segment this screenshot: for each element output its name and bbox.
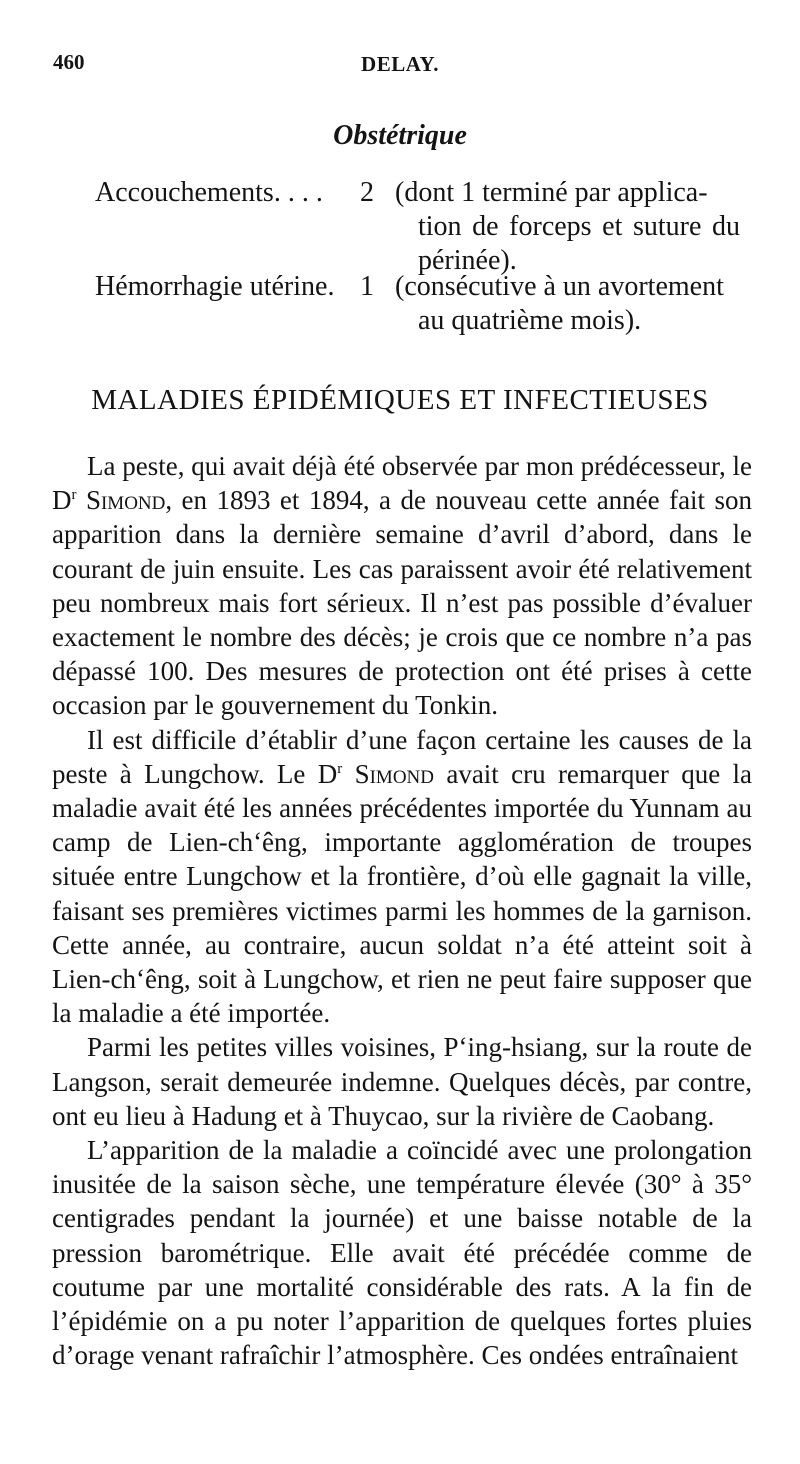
paragraph-climate: L’apparition de la maladie a coïncidé avec une prolongation inusitée de la saison sèche, une température élevée (30° à 35° centigrades pendant la journée) et une baisse notable de la pression barométrique. Elle avait été précédée comme de coutume par une mortalité considérable des rats. A la fin de l’épidémie on a pu noter l’apparition de quelques fortes pluies d’orage venant rafraîchir l’atmosphère. Ces ondées entraînaient — [52, 1135, 752, 1371]
entry-detail-first-line: (consécutive à un avortement — [395, 271, 724, 302]
paragraph-plague-intro — [52, 449, 752, 723]
paragraph-text: avait cru remarquer que la maladie avait été les années précédentes importée du Yunnam au camp de Lien-ch‘êng, importante agglomération de troupes située entre Lungchow et la frontière, d’où elle gagnait la ville, faisant ses premières victimes parmi les hommes de la garnison. Cette année, au contraire, aucun soldat n’a été atteint soit à Lien-ch‘êng, soit à Lungchow, et rien ne peut faire supposer que la maladie a été importée. — [52, 758, 753, 1029]
person-name: Simond — [354, 758, 434, 789]
entry-label: Accouchements. . . . — [95, 177, 323, 208]
paragraph-text: La peste, qui avait déjà été observée par mon prédécesseur, le D — [52, 451, 752, 516]
epidemic-diseases-heading: MALADIES ÉPIDÉMIQUES ET INFECTIEUSES — [91, 384, 709, 416]
entry-detail-continuation: au quatrième mois). — [418, 305, 642, 336]
page-number: 460 — [53, 50, 85, 74]
running-head-author: DELAY. — [361, 52, 439, 76]
doctor-abbrev-superscript: r — [337, 760, 343, 777]
entry-count: 1 — [360, 271, 374, 302]
entry-detail-continuation: tion de forceps et suture du périnée). — [418, 211, 740, 276]
entry-label: Hémorrhagie utérine. — [95, 271, 335, 302]
section-title: Obstétrique — [333, 120, 467, 151]
paragraph-text: Il est difficile d’établir d’une façon certaine les causes de la peste à Lungchow. Le D — [52, 724, 752, 789]
paragraph-text: , en 1893 et 1894, a de nouveau cette année fait son apparition dans la dernière semaine d’avril d’abord, dans le courant de juin ensuite. Les cas paraissent avoir été relativement peu nombreux mais fort sérieux. Il n’est pas possible d’évaluer exactement le nombre des décès; je crois que ce nombre n’a pas dépassé 100. Des mesures de protection ont été prises à cette occasion par le gouvernement du Tonkin. — [52, 485, 753, 721]
entry-detail — [395, 176, 740, 278]
entry-count: 2 — [360, 177, 374, 208]
running-head — [50, 50, 750, 80]
doctor-abbrev-superscript: r — [71, 487, 77, 504]
body-text — [52, 449, 752, 1372]
person-name: Simond — [85, 485, 166, 516]
entry-detail — [395, 270, 740, 338]
paragraph-neighbouring-towns: Parmi les petites villes voisines, P‘ing-hsiang, sur la route de Langson, serait demeurée indemne. Quelques décès, par contre, ont eu lieu à Hadung et à Thuycao, sur la rivière de Caobang. — [52, 1032, 752, 1131]
entry-detail-first-line: (dont 1 terminé par applica- — [395, 177, 708, 208]
paragraph-plague-causes — [52, 723, 752, 1031]
